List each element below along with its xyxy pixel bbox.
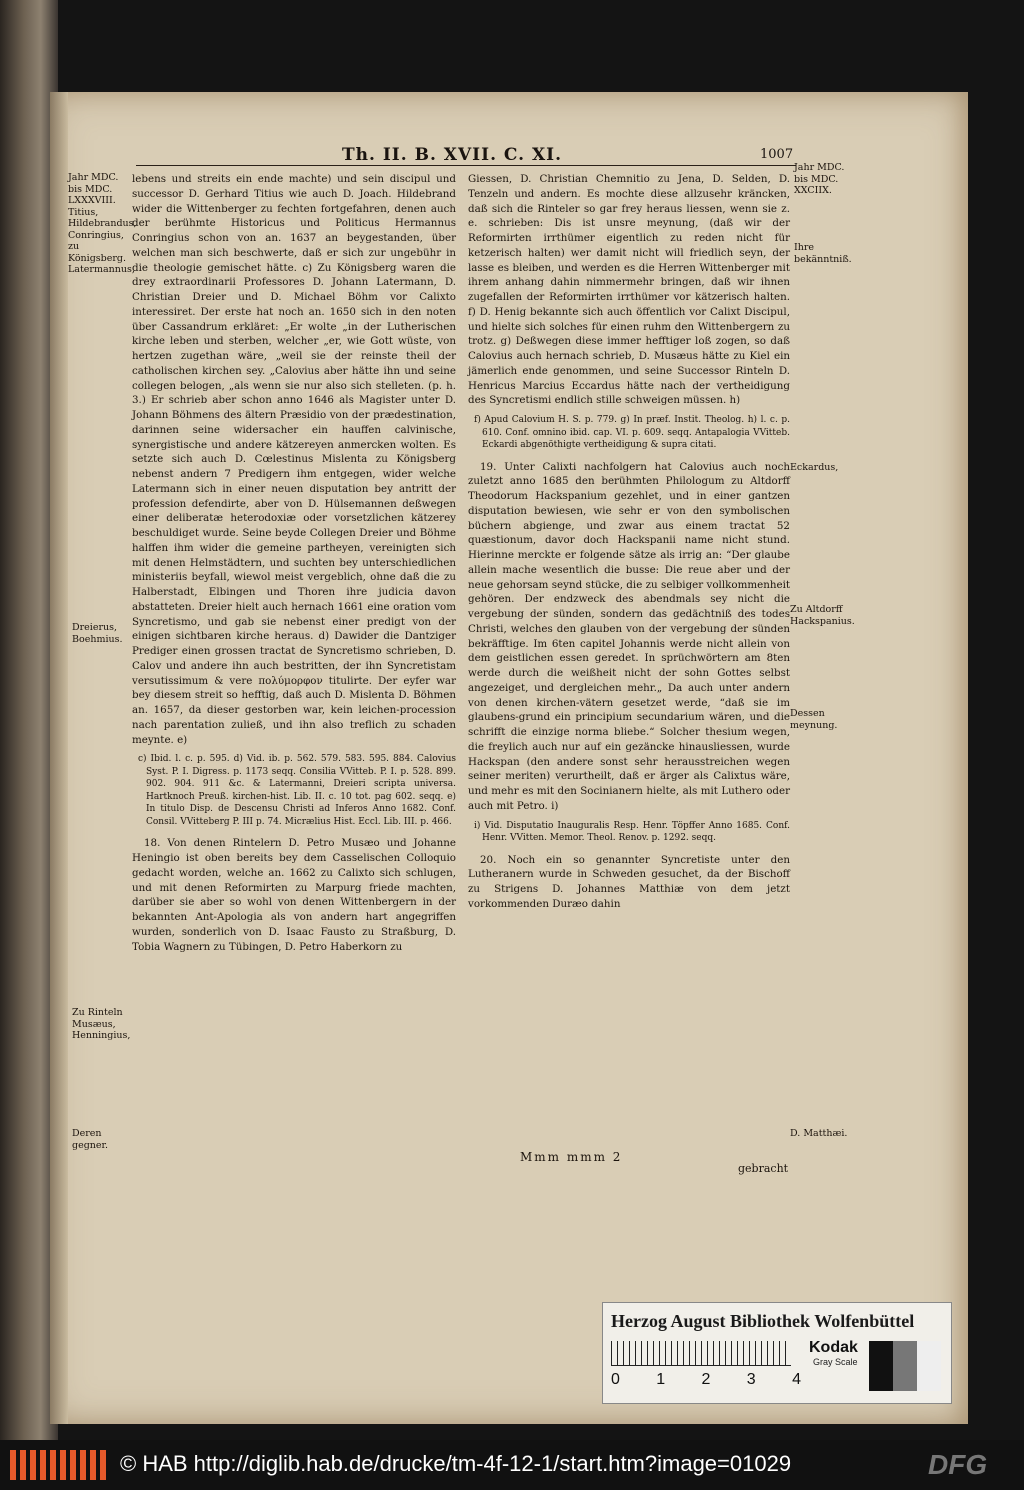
page-number: 1007 [760, 147, 794, 162]
swatch-black [869, 1341, 893, 1391]
ruler-scale [611, 1341, 791, 1366]
footnote: i) Vid. Disputatio Inauguralis Resp. Henr. Töpffer Anno 1685. Conf. Henr. VVitten. Memor. Theol. Renov. p. 1292. seqq. [474, 820, 790, 843]
hab-logo-icon [10, 1450, 106, 1480]
ruler-number: 4 [792, 1371, 801, 1388]
ruler-numbers [611, 1371, 801, 1389]
signature-mark: Mmm mmm 2 [520, 1150, 623, 1164]
paragraph: 20. Noch ein so genannter Syncretiste unter den Lutheranern wurde in Schweden gesuchet, da der Bischoff zu Strigens D. Johannes Matthiæ von dem jetzt vorkommenden Duræo dahin [468, 853, 790, 910]
margin-note-right-5: Dessen meynung. [790, 708, 838, 731]
margin-note-right-2: Ihre bekänntniß. [794, 242, 852, 265]
ruler-number: 0 [611, 1371, 620, 1388]
swatch-gray [893, 1341, 917, 1391]
footnote: f) Apud Calovium H. S. p. 779. g) In præf. Instit. Theolog. h) l. c. p. 610. Conf. omnino ibid. cap. VI. p. 609. seqq. Antapalogia VVitteb. Eckardi abgenöthigte vertheidigung & supra citati. [474, 415, 790, 450]
page-gutter [50, 92, 68, 1424]
paragraph: lebens und streits ein ende machte) und sein discipul und successor D. Gerhard Titius wie auch D. Joach. Hildebrand wider die Wittenberger zu fechten fortgefahren, denen auch der berühmte Historicus und Politicus Hermannus Conringius schon von an. 1637 an beygestanden, über welchen man sich beschwerte, daß er sich zur ungebühr in die theologie gemischet hätte. c) Zu Königsberg waren die drey extraordinarii Professores D. Johann Latermann, D. Christian Dreier und D. Michael Böhm vor Calixto interessiret. Der erste hat noch an. 1650 sich in den noten über Cassandrum erkläret: „Er wolte „in der Lutherischen kirche leben und sterben, welcher „er, wie Gott wüste, von hertzen zugethan wäre, „weil sie der reinste theil der catholischen kirchen sey. „Calovius aber hätte ihn und seine collegen belogen, „als wenn sie nur also sich stelleten. (p. h. 3.) Er schrieb aber schon anno 1646 als Magister unter D. Johann Böhmens des ältern Præsidio von der prædestination, darinnen seine widersacher ein hauffen calvinische, synergistische und andere kätzereyen anmercken wolten. Es setzte sich auch D. Cœlestinus Mislenta zu Königsberg nebenst andern 7 Predigern ihm entgegen, wider welche Latermann sich in einer neuen disputation bey antritt der profession defendirte, aber von D. Hülsemannen deßwegen einer deliberatæ heterodoxiæ oder vorsetzlichen kätzerey beschuldiget wurde. Seine beyde Collegen Dreier und Böhme halffen ihm wider die gemeine partheyen, vereinigten sich mit denen Helmstädtern, und suchten bey unterschiedlichen ministeriis beyfall, wiewol meist vergeblich, ohne daß die zu Halberstadt, Elbingen und Thoren ihre judicia davon abstatteten. Dreier hielt auch hernach 1661 eine oration vom Syncretismo, und gab sie nebenst einer predigt von der einigen sichtbaren kirche heraus. d) Dawider die Dantziger Prediger einen grossen tractat de Syncretismo schrieben, D. Calov und andere ihn auch bestritten, der ihn Syncretistam versutissimum & vere πολύμορφον titulirte. Der eyfer war bey diesem streit so hefftig, daß auch D. Mislenta D. Böhmen an. 1657, da dieser gestorben war, kein leichen-procession nach parentation zuließ, und ihn also treflich zu schaden meynte. e) [132, 173, 456, 746]
margin-note-right-6: D. Matthæi. [790, 1128, 848, 1139]
ruler-number: 2 [701, 1371, 711, 1388]
margin-note-right-3: Eckardus, [790, 462, 839, 473]
copyright-link[interactable]: © HAB http://diglib.hab.de/drucke/tm-4f-12-1/start.htm?image=01029 [120, 1451, 792, 1476]
margin-note-right-4: Zu Altdorff Hackspanius. [790, 604, 855, 627]
gray-swatches [869, 1341, 941, 1391]
margin-note-left-1: Jahr MDC. bis MDC. LXXXVIII. Titius, Hildebrandus, Conringius, zu Königsberg. Latermannus, [68, 172, 137, 275]
text-column-left [132, 172, 456, 957]
paragraph: 19. Unter Calixti nachfolgern hat Calovius auch noch zuletzt anno 1685 den berühmten Philologum zu Altdorff Theodorum Hackspanium gezehlet, und in einer gantzen disputation bewiesen, wie sehr er von den symbolischen büchern abgienge, und zwar aus einem tractat 52 quæstionum, davor doch Hackspanii name nicht stund. Hierinne merckte er folgende sätze als irrig an: “Der glaube allein mache wesentlich die busse: Die reue aber und der neue gehorsam seynd stücke, die zu selbiger vollkommenheit gehören. Der endzweck des abendmals sey nicht die vergebung der sünden, sondern das gedächtniß des todes Christi, welches den glauben von der vergebung der sünden bekräfftige. Im 6ten capitel Johannis werde nicht allein von dem geistlichen essen geredet. In sprüchwörtern am 8ten werde durch die weißheit nicht der sohn Gottes selbst angezeiget, und dergleichen mehr.„ Da auch unter andern von denen kirchen-vätern gesetzet werde, “daß sie im glaubens-grund ein principium secundarium wären, und die schrifft die einzige norma bliebe.“ Solcher thesium wegen, die freylich auch nur auf ein gezäncke hinausliessen, wurde Hackspan (den andere sonst sehr herausstreichen wegen seiner meriten) verurtheilt, daß er ärger als Calixtus wäre, und mehr es mit den Socinianern hielte, als mit Luthero oder auch mit Petro. i) [468, 460, 790, 812]
brand-subtitle: Gray Scale [813, 1357, 858, 1367]
margin-note-left-4: Deren gegner. [72, 1128, 109, 1151]
header-rule [136, 165, 796, 166]
library-name: Herzog August Bibliothek Wolfenbüttel [611, 1311, 915, 1331]
margin-note-left-2: Dreierus, Boehmius. [72, 622, 123, 645]
color-reference-card [602, 1302, 952, 1404]
ruler-number: 1 [656, 1371, 666, 1388]
dfg-logo: DFG [928, 1449, 988, 1480]
margin-note-left-3: Zu Rinteln Musæus, Henningius, [72, 1007, 131, 1041]
catchword: gebracht [738, 1162, 789, 1175]
ruler-number: 3 [746, 1371, 756, 1388]
brand-name: Kodak [809, 1339, 858, 1356]
paragraph: Giessen, D. Christian Chemnitio zu Jena, D. Selden, D. Tenzeln und andern. Es mochte diese allzusehr kräncken, daß sich die Rinteler so gar frey heraus liessen, wenn sie z. e. schrieben: Dis ist unsre meynung, (daß wir der Reformirten irrthümer eigentlich zu reden nicht für ketzerisch halten) wer damit nicht will friedlich seyn, der lasse es bleiben, und werden es die Herren Wittenberger mit ihrem anhang dahin nimmermehr bringen, daß wir ihnen zugefallen der Reformirten irrthümer vor kätzerisch halten. f) D. Henig bekannte sich auch öffentlich vor Calixt Discipul, und hielte sich solches für einen ruhm den Wittenbergern zu trotz. g) Deßwegen diese immer hefftiger loß zogen, so daß Calovius auch hernach schrieb, D. Musæus hätte zu Kiel ein jämerlich ende genommen, und seine Successor Rinteln D. Henricus Marcius Eccardus hätte nach der vertheidigung des Syncretismi endlich stille schweigen müssen. h) [468, 173, 790, 407]
paragraph: 18. Von denen Rintelern D. Petro Musæo und Johanne Heningio ist oben bereits bey dem Casselischen Colloquio gedacht worden, welche an. 1662 zu Calixto sich schlugen, und mit denen Reformirten zu Marpurg friede machten, darüber sie aber so wohl von denen Wittenbergern in der bekannten Ant-Apologia als von andern hart angegriffen wurden, sonderlich von D. Isaac Fausto zu Straßburg, D. Tobia Wagnern zu Tübingen, D. Petro Haberkorn zu [132, 837, 456, 953]
swatch-white [917, 1341, 941, 1391]
footer-bar [0, 1440, 1024, 1490]
book-page [50, 92, 968, 1424]
margin-note-right-1: Jahr MDC. bis MDC. XXCIIX. [794, 162, 845, 196]
running-head: Th. II. B. XVII. C. XI. [342, 145, 563, 165]
text-column-right [468, 172, 790, 915]
footnote: c) Ibid. l. c. p. 595. d) Vid. ib. p. 562. 579. 583. 595. 884. Calovius Syst. P. I. Digress. p. 1173 seqq. Consilia VVitteb. P. I. p. 528. 899. 902. 904. 911 &c. & Latermanni, Dreieri scripta universa. Hartknoch Preuß. kirchen-hist. Lib. II. c. 10 tot. pag 602. seqq. e) In titulo Disp. de Descensu Christi ad Inferos Anno 1682. Conf. Consil. VVitteberg P. III p. 74. Micrælius Hist. Eccl. Lib. III. p. 466. [138, 754, 456, 827]
